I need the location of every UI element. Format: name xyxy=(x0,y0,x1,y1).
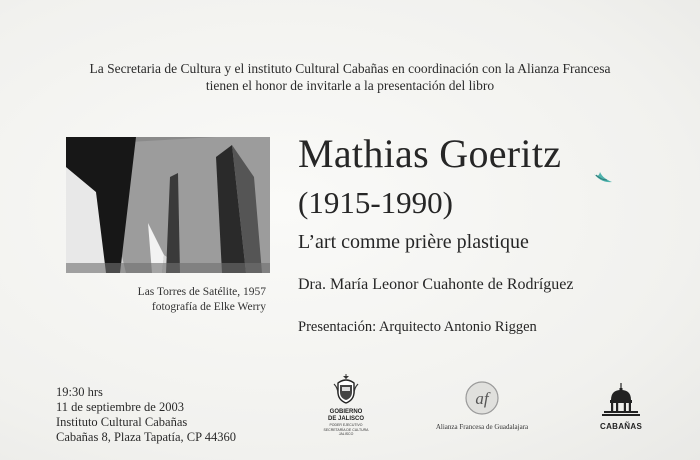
bird-icon xyxy=(592,170,614,186)
svg-text:af: af xyxy=(475,389,489,408)
photo-caption-title: Las Torres de Satélite, 1957 xyxy=(137,286,266,298)
alianza-francesa-emblem-icon xyxy=(464,380,500,416)
book-subtitle: L’art comme prière plastique xyxy=(298,231,529,253)
jalisco-text-2: DE JALISCO xyxy=(327,416,364,422)
intro-line-1: La Secretaria de Cultura y el instituto Cultural Cabañas en coordinación con la Alianza Francesa xyxy=(89,61,611,76)
jalisco-text-3: PODER EJECUTIVO xyxy=(329,423,363,427)
presentation-credit: Presentación: Arquitecto Antonio Riggen xyxy=(298,319,537,335)
photo-caption xyxy=(60,285,266,315)
jalisco-text-4: SECRETARÍA DE CULTURA xyxy=(323,427,369,432)
book-author-name: Mathias Goeritz xyxy=(298,131,562,176)
towers-photo-image xyxy=(66,137,270,273)
alianza-francesa-logo xyxy=(414,380,550,432)
jalisco-text-5: JALISCO xyxy=(338,432,354,436)
intro-line-2: tienen el honor de invitarle a la presentación del libro xyxy=(205,78,495,93)
book-years: (1915-1990) xyxy=(298,185,453,220)
alianza-francesa-caption: Alianza Francesa de Guadalajara xyxy=(435,423,529,431)
towers-photo xyxy=(66,137,270,273)
jalisco-shield-icon xyxy=(331,374,361,404)
cabanas-dome-icon xyxy=(602,383,640,417)
event-venue: Instituto Cultural Cabañas xyxy=(56,415,188,429)
jalisco-text-1: GOBIERNO xyxy=(329,409,363,415)
event-address: Cabañas 8, Plaza Tapatía, CP 44360 xyxy=(56,430,236,444)
book-writer: Dra. María Leonor Cuahonte de Rodríguez xyxy=(298,276,574,293)
event-time: 19:30 hrs xyxy=(56,385,103,399)
cabanas-logo xyxy=(600,383,642,431)
cabanas-caption: CABAÑAS xyxy=(600,422,643,431)
gobierno-jalisco-logo xyxy=(322,374,370,437)
event-details xyxy=(56,385,236,445)
event-date: 11 de septiembre de 2003 xyxy=(56,400,184,414)
photo-caption-credit: fotografía de Elke Werry xyxy=(151,301,266,313)
invitation-intro xyxy=(0,60,700,94)
